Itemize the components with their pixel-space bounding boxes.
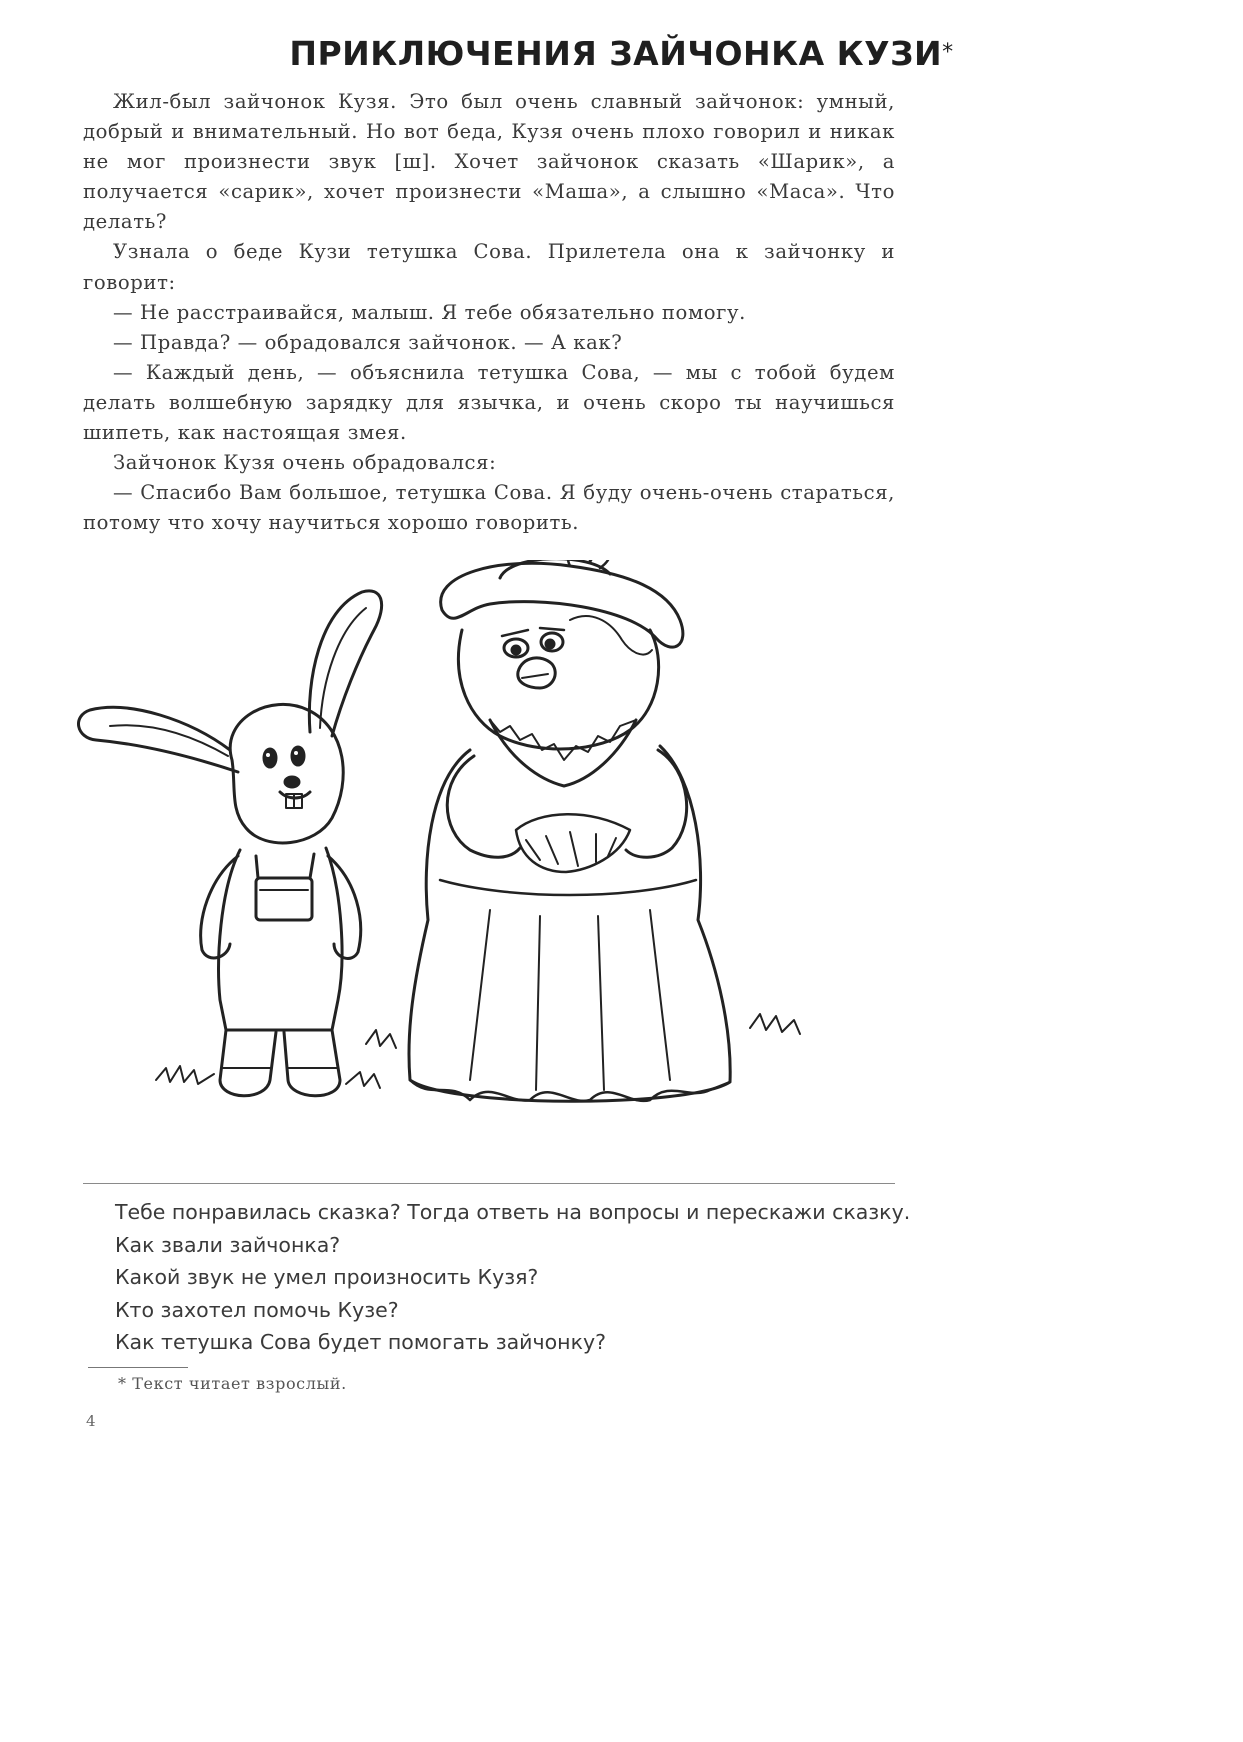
question-item: Как звали зайчонка? xyxy=(115,1232,341,1257)
questions-block xyxy=(115,1196,915,1359)
page-number: 4 xyxy=(86,1412,96,1430)
illustration-bunny-and-owl xyxy=(70,560,910,1140)
story-paragraph: — Правда? — обрадовался зайчонок. — А как? xyxy=(113,330,623,354)
story-paragraph: Жил-был зайчонок Кузя. Это был очень славный зайчонок: умный, добрый и внимательный. Но вот беда, Кузя очень плохо говорил и никак не мог произнести звук [ш]. Хочет зайчонок сказать «Шарик», а получается «сарик», хочет произнести «Маша», а слышно «Маса». Что делать? xyxy=(83,90,895,234)
story-paragraph: — Не расстраивайся, малыш. Я тебе обязательно помогу. xyxy=(113,300,747,324)
question-item: Какой звук не умел произносить Кузя? xyxy=(115,1265,539,1289)
owl-figure xyxy=(366,560,800,1101)
story-paragraph: Узнала о беде Кузи тетушка Сова. Прилетела она к зайчонку и говорит: xyxy=(83,240,895,294)
section-divider xyxy=(83,1183,895,1184)
question-item: Кто захотел помочь Кузе? xyxy=(115,1297,399,1322)
footnote-marker: * xyxy=(942,40,954,65)
footnote-divider xyxy=(88,1367,188,1368)
page-title xyxy=(0,34,1243,73)
story-paragraph: — Каждый день, — объяснила тетушка Сова, — мы с тобой будем делать волшебную зарядку для язычка, и очень скоро ты научишься шипеть, как настоящая змея. xyxy=(83,360,895,445)
story-paragraph: — Спасибо Вам большое, тетушка Сова. Я буду очень-очень стараться, потому что хочу научиться хорошо говорить. xyxy=(83,481,895,535)
story-text xyxy=(83,87,895,538)
story-paragraph: Зайчонок Кузя очень обрадовался: xyxy=(113,451,497,475)
questions-intro: Тебе понравилась сказка? Тогда ответь на вопросы и перескажи сказку. xyxy=(115,1200,911,1224)
bunny-figure xyxy=(79,591,382,1096)
page-title-text: ПРИКЛЮЧЕНИЯ ЗАЙЧОНКА КУЗИ xyxy=(289,34,943,73)
question-item: Как тетушка Сова будет помогать зайчонку? xyxy=(115,1330,606,1354)
footnote: * Текст читает взрослый. xyxy=(118,1374,347,1393)
